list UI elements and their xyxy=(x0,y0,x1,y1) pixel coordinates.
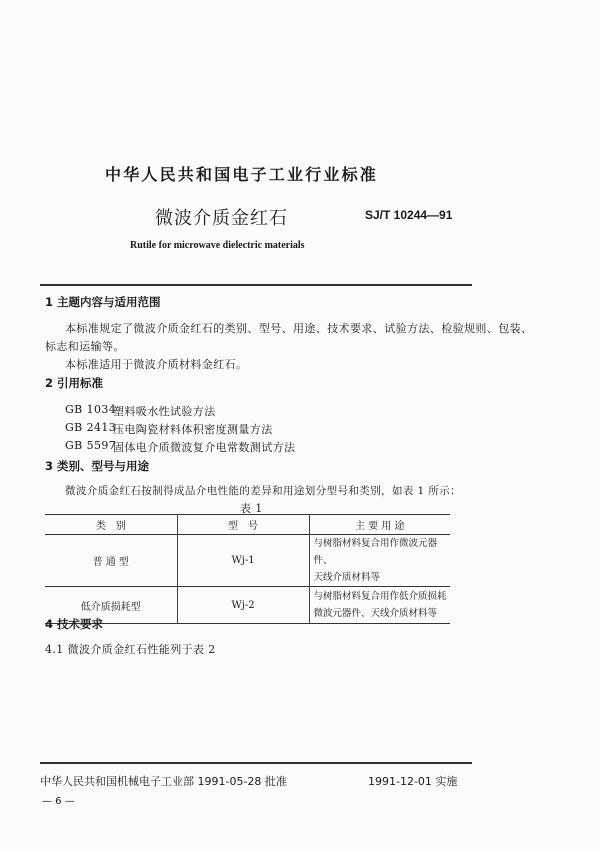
use-line: 天线介质材料等 xyxy=(313,572,381,583)
reference-title: 压电陶瓷材料体积密度测量方法 xyxy=(113,423,273,436)
paragraph: 本标准规定了微波介质金红石的类别、型号、用途、技术要求、试验方法、检验规则、包装、 xyxy=(65,322,533,335)
table-row xyxy=(45,587,450,624)
reference-code: GB 1034 xyxy=(65,403,117,416)
column-header: 型 号 xyxy=(177,515,309,535)
standard-code: SJ/T 10244—91 xyxy=(365,208,453,222)
table-1 xyxy=(45,514,450,624)
page-number: — 6 — xyxy=(42,796,75,807)
section-heading: 4 技术要求 xyxy=(45,617,104,631)
paragraph: 微波介质金红石按制得成品介电性能的差异和用途划分型号和类别，如表 1 所示： xyxy=(65,485,462,497)
table-header-row xyxy=(45,515,450,535)
document-title: 微波介质金红石 xyxy=(155,208,288,229)
effective-date: 1991-12-01 实施 xyxy=(368,775,458,788)
reference-title: 塑料吸水性试验方法 xyxy=(113,405,216,418)
use-line: 与树脂材料复合用作低介质损耗 xyxy=(313,591,447,602)
reference-title: 固体电介质微波复介电常数测试方法 xyxy=(113,441,296,454)
paragraph: 标志和运输等。 xyxy=(45,340,125,353)
model-cell: Wj-2 xyxy=(177,587,309,624)
org-title: 中华人民共和国电子工业行业标准 xyxy=(105,165,379,184)
approval-note: 中华人民共和国机械电子工业部 1991-05-28 批准 xyxy=(40,775,287,788)
reference-code: GB 2413 xyxy=(65,421,117,434)
use-line: 微波元器件、天线介质材料等 xyxy=(313,608,438,619)
table-row xyxy=(45,535,450,587)
column-header: 主 要 用 途 xyxy=(309,515,450,535)
category-cell: 普 通 型 xyxy=(92,557,129,568)
use-cell xyxy=(309,587,450,624)
paragraph: 4.1 微波介质金红石性能列于表 2 xyxy=(45,643,216,656)
reference-code: GB 5597 xyxy=(65,439,117,452)
use-line: 与树脂材料复合用作微波元器件、 xyxy=(313,538,438,566)
paragraph: 本标准适用于微波介质材料金红石。 xyxy=(65,358,248,371)
use-cell xyxy=(309,535,450,587)
model-cell: Wj-1 xyxy=(177,535,309,587)
section-heading: 2 引用标准 xyxy=(45,376,104,390)
category-cell: 低介质损耗型 xyxy=(80,601,141,613)
footer-divider xyxy=(40,762,472,764)
section-heading: 3 类别、型号与用途 xyxy=(45,459,150,473)
section-heading: 1 主题内容与适用范围 xyxy=(45,295,161,309)
column-header: 类 别 xyxy=(95,521,126,532)
table-caption: 表 1 xyxy=(240,502,263,515)
english-title: Rutile for microwave dielectric materials xyxy=(130,240,305,251)
header-divider xyxy=(40,284,472,286)
